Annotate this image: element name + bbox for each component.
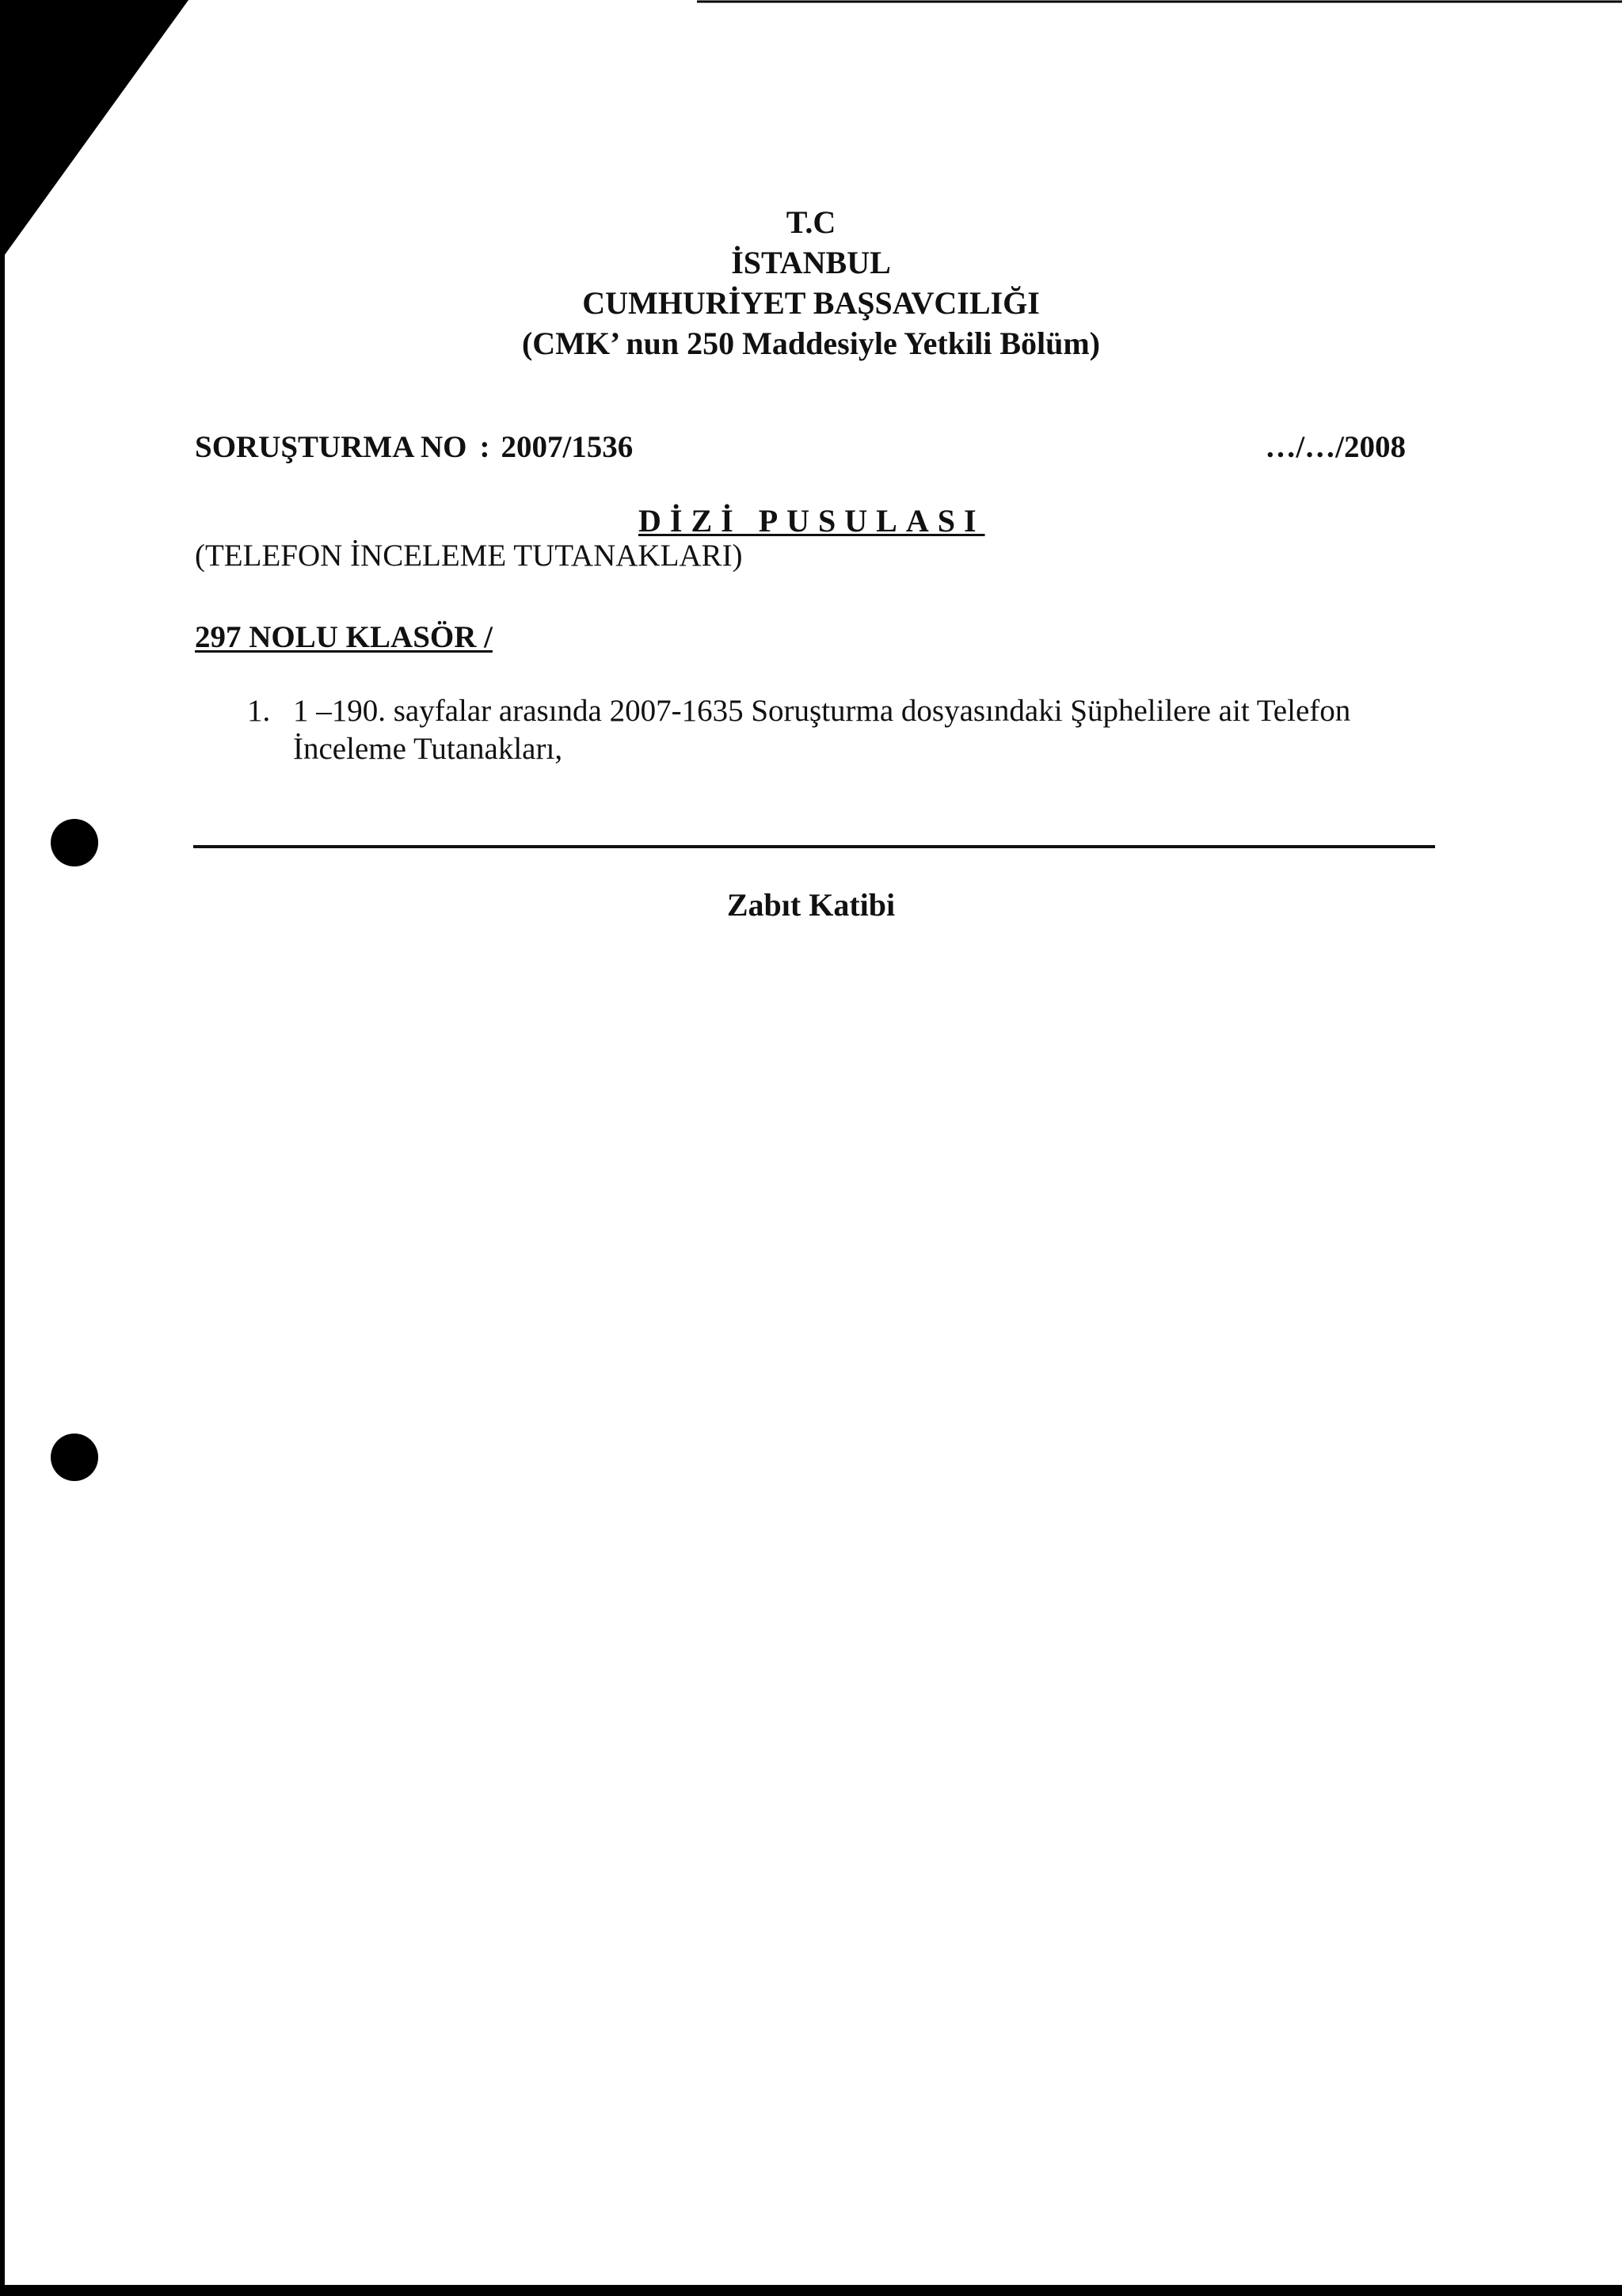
list-item — [247, 692, 1435, 768]
horizontal-divider — [193, 845, 1435, 848]
institution-header — [0, 202, 1622, 364]
list-item-number: 1. — [247, 694, 271, 728]
header-city: İSTANBUL — [731, 245, 891, 280]
investigation-reference — [195, 428, 633, 467]
document-date: …/…/2008 — [1265, 430, 1406, 464]
folder-number: 297 NOLU KLASÖR / — [195, 620, 493, 654]
bottom-scan-edge — [0, 2285, 1622, 2296]
signatory-title: Zabıt Katibi — [726, 887, 896, 923]
header-department: (CMK’ nun 250 Maddesiyle Yetkili Bölüm) — [521, 326, 1101, 361]
investigation-label: SORUŞTURMA NO — [195, 430, 467, 464]
header-country: T.C — [786, 204, 836, 240]
punch-hole-lower — [51, 1434, 98, 1481]
header-office: CUMHURİYET BAŞSAVCILIĞI — [582, 285, 1040, 321]
investigation-number: 2007/1536 — [501, 430, 634, 464]
document-title: DİZİ PUSULASI — [638, 503, 985, 539]
index-list — [247, 692, 1435, 768]
punch-hole-upper — [51, 819, 98, 866]
investigation-separator: : — [479, 430, 490, 464]
list-item-text: 1 –190. sayfalar arasında 2007-1635 Soruşturma dosyasındaki Şüphelilere ait Telefon İnceleme Tutanakları, — [293, 694, 1351, 766]
document-subtitle: (TELEFON İNCELEME TUTANAKLARI) — [195, 539, 743, 573]
